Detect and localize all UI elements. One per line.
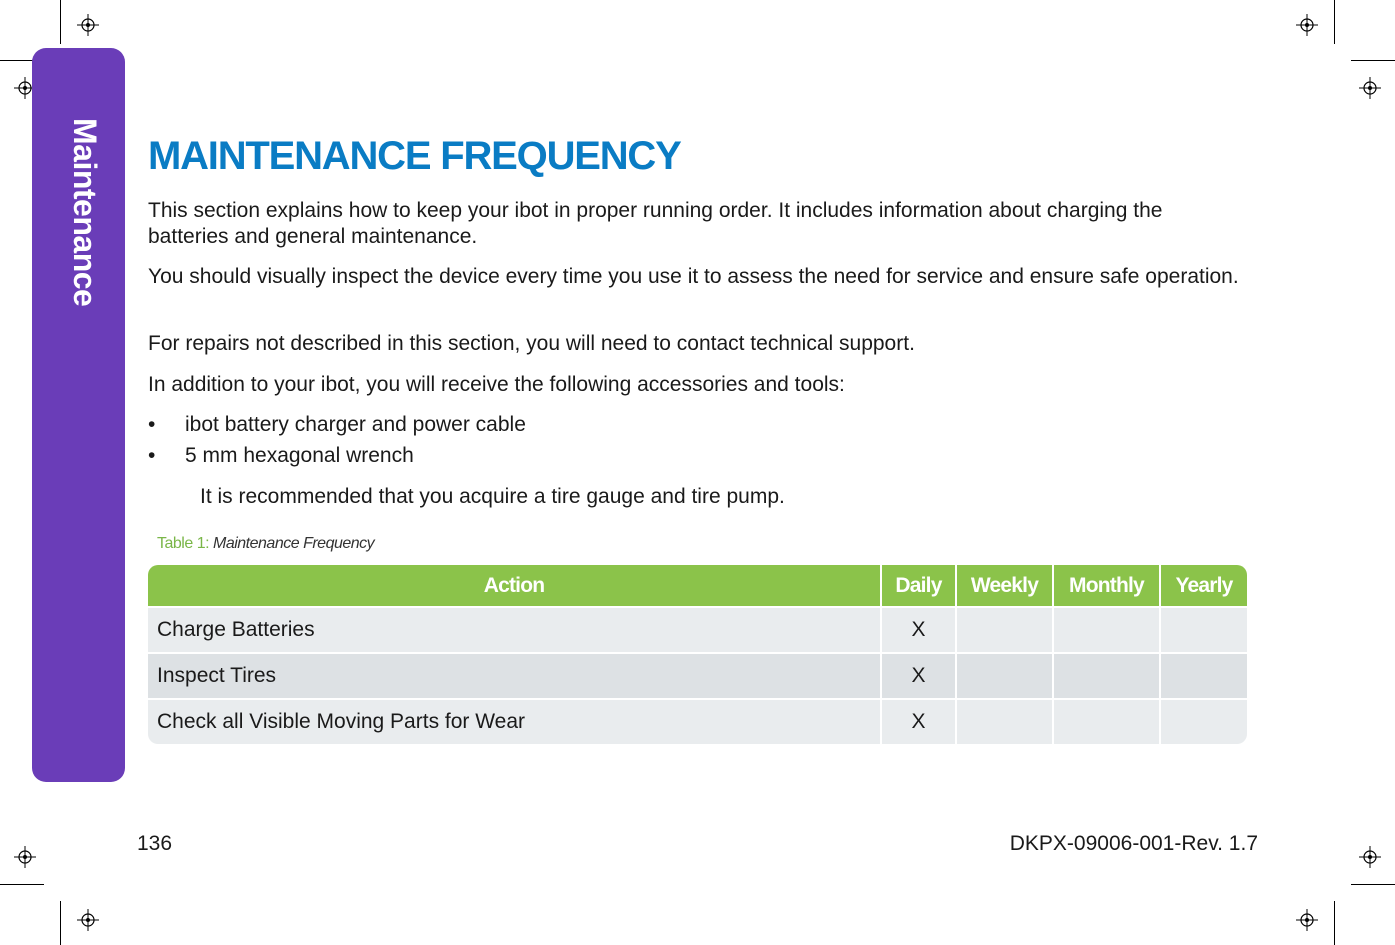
column-header-action: Action (148, 565, 882, 606)
sidebar-label-text: Maintenance (67, 118, 103, 307)
registration-mark-icon (1296, 909, 1318, 931)
bullet-icon: • (148, 444, 156, 467)
yearly-cell (1161, 652, 1247, 698)
daily-cell: X (882, 698, 957, 744)
document-id: DKPX-09006-001-Rev. 1.7 (1009, 832, 1258, 855)
intro-paragraph: This section explains how to keep your ibot in proper running order. It includes information about charging the batteries and general maintenance. (148, 199, 1163, 248)
list-item-text: 5 mm hexagonal wrench (185, 444, 414, 467)
sidebar-section-label (45, 118, 115, 318)
crop-mark (1334, 901, 1335, 945)
monthly-cell (1054, 606, 1161, 652)
table-row (148, 698, 1247, 744)
daily-cell: X (882, 606, 957, 652)
page-title: MAINTENANCE FREQUENCY (148, 134, 681, 178)
crop-mark (1351, 884, 1395, 885)
registration-mark-icon (77, 909, 99, 931)
daily-cell: X (882, 652, 957, 698)
registration-mark-icon (77, 14, 99, 36)
column-header-yearly: Yearly (1161, 565, 1247, 606)
registration-mark-icon (1296, 14, 1318, 36)
yearly-cell (1161, 698, 1247, 744)
registration-mark-icon (1359, 77, 1381, 99)
crop-mark (60, 901, 61, 945)
table-row (148, 652, 1247, 698)
action-cell: Charge Batteries (148, 606, 882, 652)
table-row (148, 606, 1247, 652)
accessories-paragraph: In addition to your ibot, you will receive the following accessories and tools: (148, 373, 845, 396)
repairs-paragraph: For repairs not described in this section, you will need to contact technical support. (148, 332, 915, 355)
column-header-weekly: Weekly (957, 565, 1054, 606)
bullet-icon: • (148, 413, 156, 436)
page-number: 136 (137, 832, 173, 855)
yearly-cell (1161, 606, 1247, 652)
crop-mark (1351, 60, 1395, 61)
table-caption-title: Maintenance Frequency (213, 535, 375, 552)
column-header-monthly: Monthly (1054, 565, 1161, 606)
monthly-cell (1054, 698, 1161, 744)
crop-mark (1334, 0, 1335, 44)
weekly-cell (957, 652, 1054, 698)
action-cell: Check all Visible Moving Parts for Wear (148, 698, 882, 744)
registration-mark-icon (1359, 846, 1381, 868)
inspect-paragraph: You should visually inspect the device every time you use it to assess the need for service and ensure safe operation. (148, 265, 1239, 288)
registration-mark-icon (14, 846, 36, 868)
table-caption-number: Table 1: (157, 535, 210, 552)
maintenance-frequency-table (148, 565, 1247, 744)
list-item-text: ibot battery charger and power cable (185, 413, 526, 436)
weekly-cell (957, 606, 1054, 652)
recommendation-note: It is recommended that you acquire a tire gauge and tire pump. (200, 485, 785, 508)
crop-mark (60, 0, 61, 44)
column-header-daily: Daily (882, 565, 957, 606)
weekly-cell (957, 698, 1054, 744)
action-cell: Inspect Tires (148, 652, 882, 698)
table-caption (157, 535, 374, 553)
table-header-row (148, 565, 1247, 606)
crop-mark (0, 884, 44, 885)
monthly-cell (1054, 652, 1161, 698)
